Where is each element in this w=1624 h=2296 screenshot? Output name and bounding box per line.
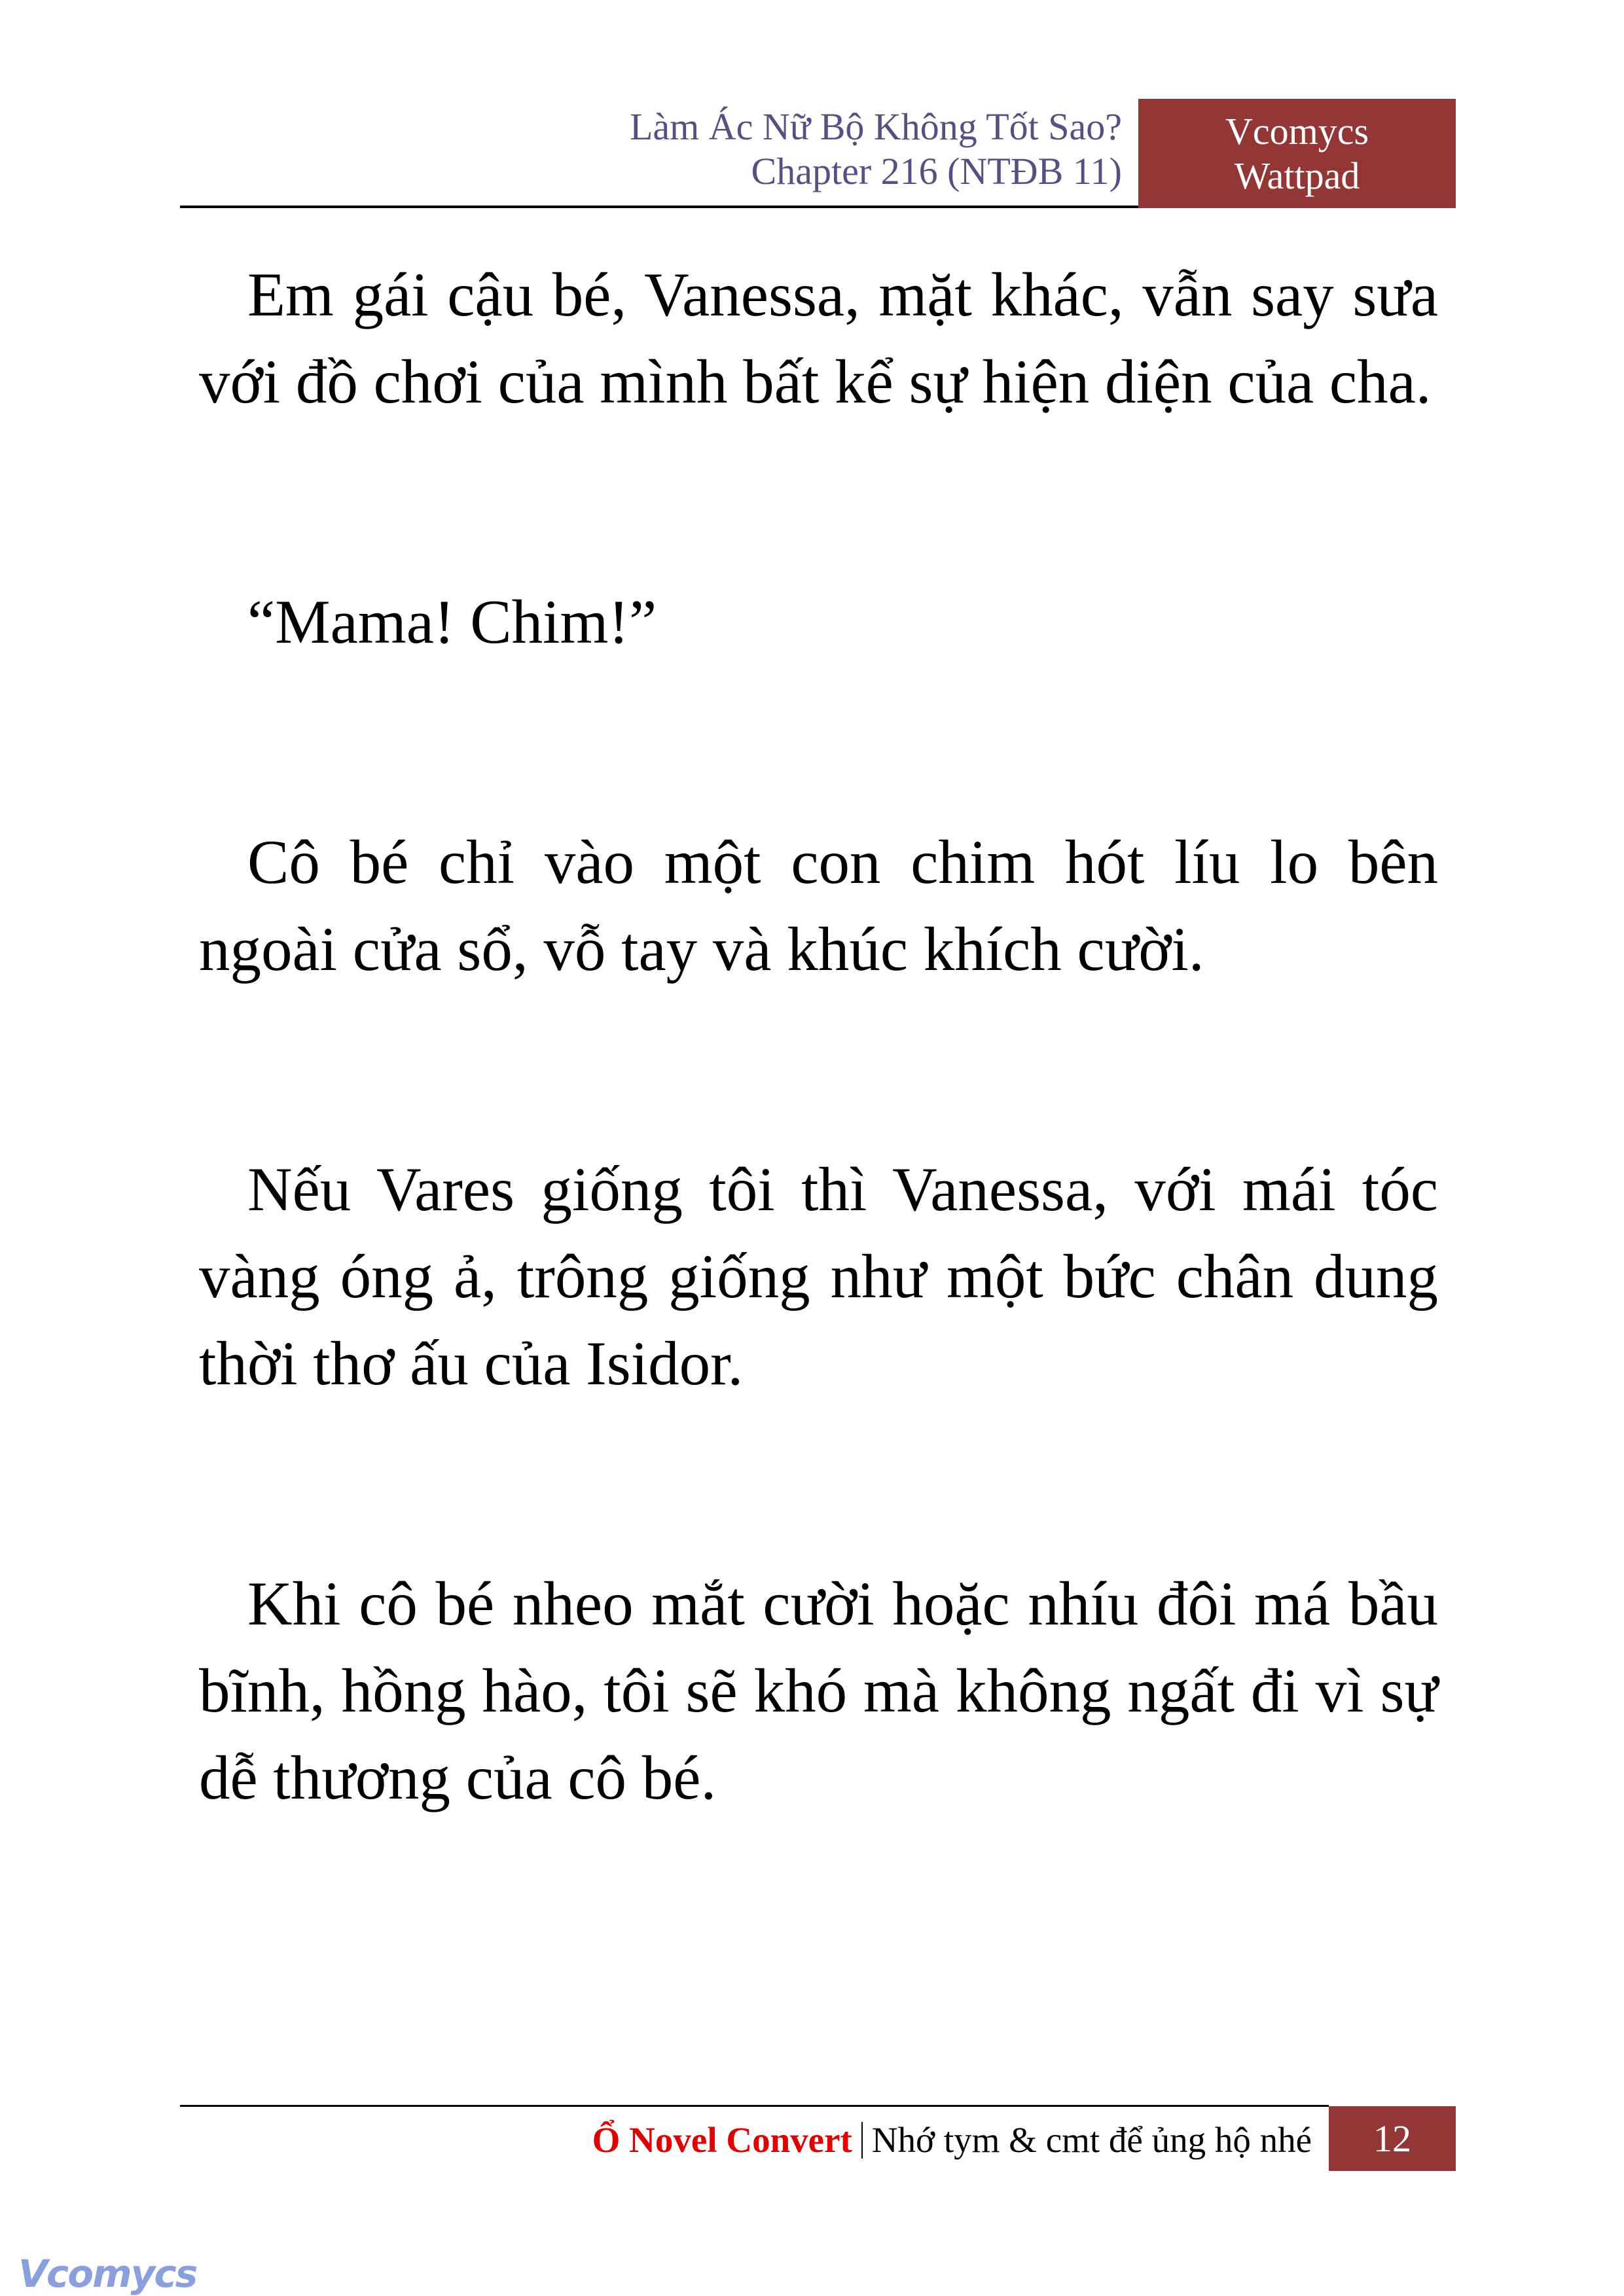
footer-rule xyxy=(180,2105,1329,2107)
paragraph: Cô bé chỉ vào một con chim hót líu lo bên ngoài cửa sổ, vỗ tay và khúc khích cười. xyxy=(199,827,1438,984)
source-platform: Wattpad xyxy=(1234,154,1360,197)
header-source-box xyxy=(1138,99,1456,208)
book-title: Làm Ác Nữ Bộ Không Tốt Sao? xyxy=(629,105,1122,148)
paragraph: Nếu Vares giống tôi thì Vanessa, với mái tóc vàng óng ả, trông giống như một bức chân dung thời thơ ấu của Isidor. xyxy=(199,1155,1438,1398)
running-header-title xyxy=(630,105,1122,194)
page-body xyxy=(199,251,1438,1975)
paragraph: Khi cô bé nheo mắt cười hoặc nhíu đôi má bầu bĩnh, hồng hào, tôi sẽ khó mà không ngất đi vì sự dễ thương của cô bé. xyxy=(199,1569,1438,1812)
source-name: Vcomycs xyxy=(1225,109,1369,152)
footer-text xyxy=(592,2118,1312,2162)
header-rule xyxy=(180,206,1138,208)
paragraph: “Mama! Chim!” xyxy=(247,587,657,656)
page-number: 12 xyxy=(1329,2106,1456,2171)
footer-separator xyxy=(861,2122,863,2159)
chapter-label: Chapter 216 (NTĐB 11) xyxy=(751,150,1122,192)
vcomycs-logo: Vcomycs xyxy=(18,2251,197,2296)
paragraph: Em gái cậu bé, Vanessa, mặt khác, vẫn say sưa với đồ chơi của mình bất kể sự hiện diện của cha. xyxy=(199,260,1438,416)
footer-message: Nhớ tym & cmt để ủng hộ nhé xyxy=(871,2120,1312,2160)
footer-brand: Ổ Novel Convert xyxy=(592,2120,852,2160)
